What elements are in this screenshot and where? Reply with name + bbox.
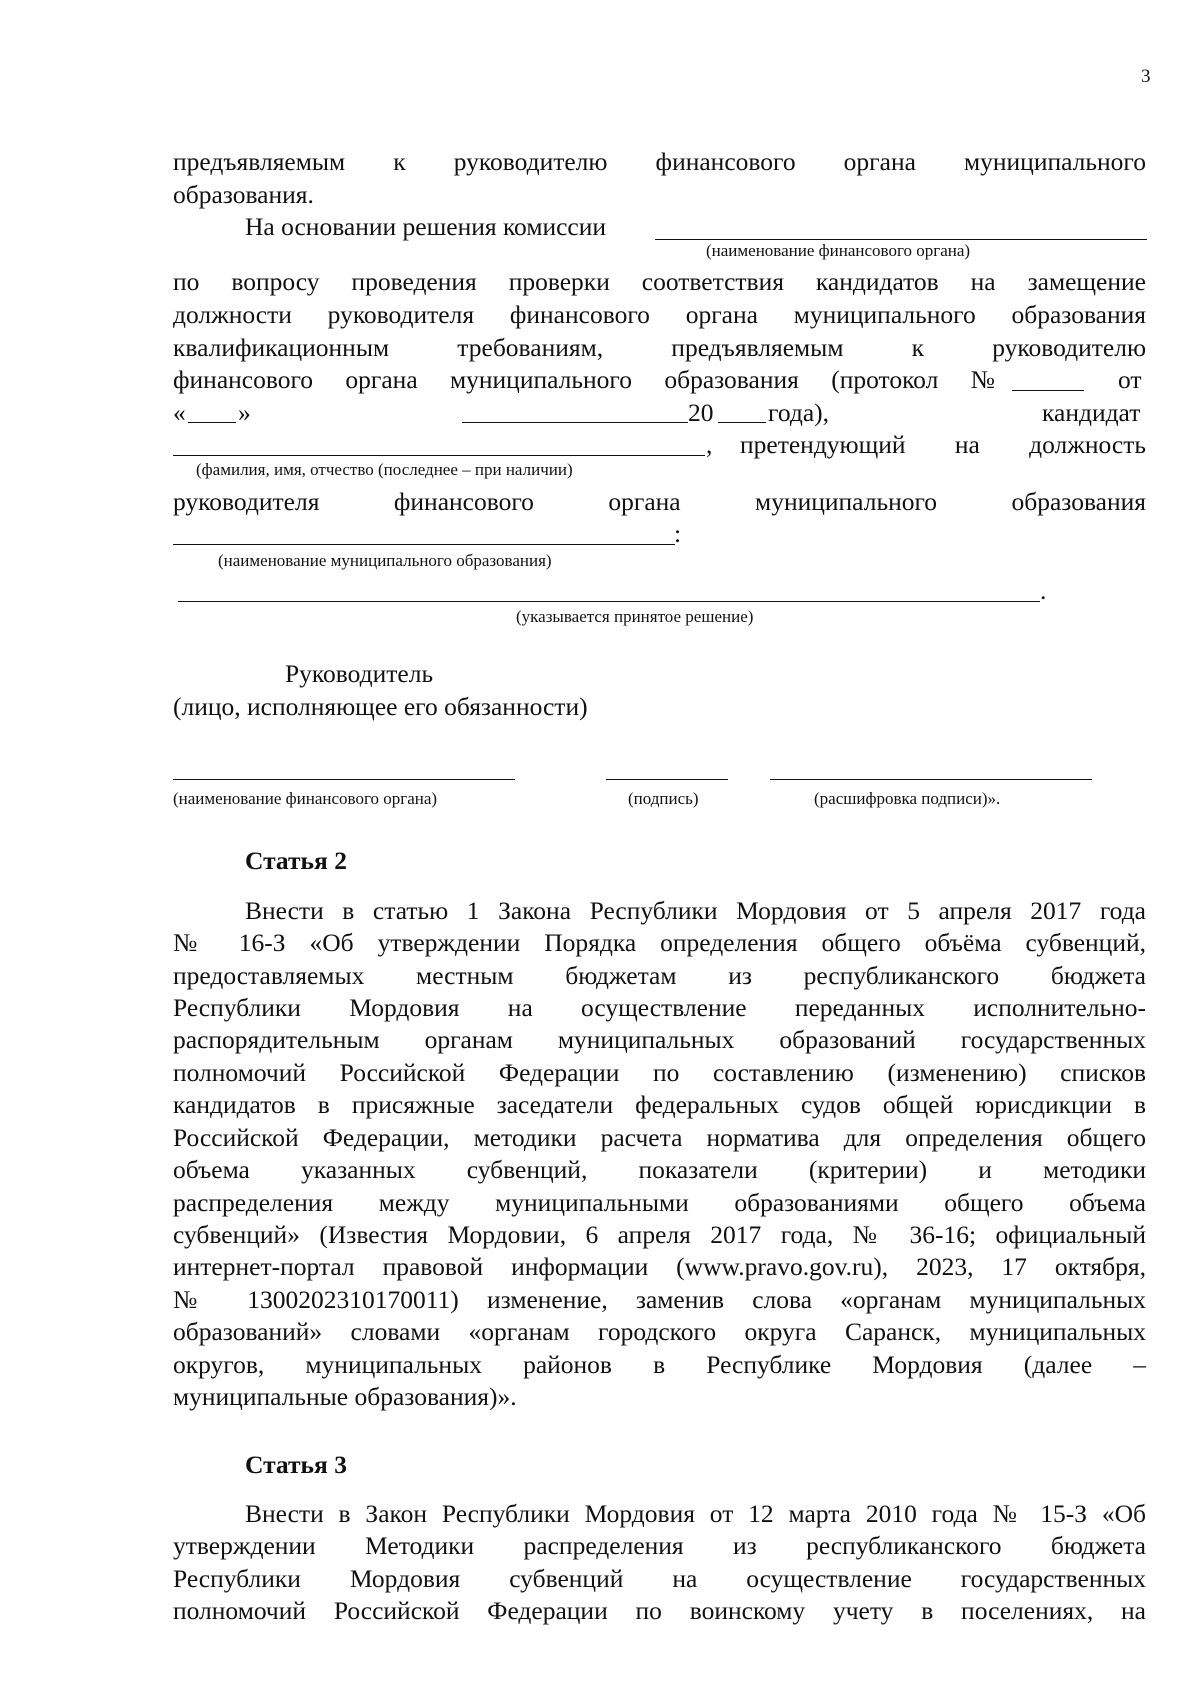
caption-sign: (подпись)	[628, 789, 699, 808]
paragraph-line: образований» словами «органам городского округа Саранск, муниципальных	[173, 1317, 1146, 1346]
text-fragment: от	[1118, 365, 1142, 394]
blank-mo	[173, 544, 675, 545]
paragraph-line: № 1300202310170011) изменение, заменив слова «органам муниципальных	[173, 1285, 1146, 1314]
paragraph-line: Внести в Закон Республики Мордовия от 12 марта 2010 года № 15-З «Об	[245, 1499, 1146, 1528]
caption-sign-organ: (наименование финансового органа)	[173, 789, 438, 808]
paragraph-line: субвенций» (Известия Мордовии, 6 апреля 2017 года, № 36-16; официальный	[173, 1220, 1146, 1249]
text-fragment: претендующий на должность	[740, 430, 1146, 459]
caption-decision: (указывается принятое решение)	[516, 607, 754, 626]
paragraph-line: муниципальные образования)».	[173, 1382, 517, 1411]
paragraph-line: Республики Мордовия на осуществление переданных исполнительно-	[173, 993, 1146, 1022]
text-line: квалификационным требованиям, предъявляемым к руководителю	[173, 333, 1146, 362]
text-line: по вопросу проведения проверки соответствия кандидатов на замещение	[173, 267, 1146, 296]
caption-mo: (наименование муниципального образования)	[218, 551, 552, 570]
text-fragment: кандидат	[1042, 398, 1141, 427]
paragraph-line: кандидатов в присяжные заседатели федеральных судов общей юрисдикции в	[173, 1090, 1146, 1119]
text-line: руководителя финансового органа муниципального образования	[173, 487, 1146, 516]
paragraph-line: Республики Мордовия субвенций на осуществление государственных	[173, 1564, 1146, 1593]
blank-year	[718, 422, 766, 423]
blank-fio	[173, 455, 705, 456]
caption-fio: (фамилия, имя, отчество (последнее – при наличии)	[196, 460, 573, 479]
paragraph-line: № 16-З «Об утверждении Порядка определения общего объёма субвенций,	[173, 928, 1146, 957]
caption-sign-decode: (расшифровка подписи)».	[814, 789, 1001, 808]
blank-decision	[178, 601, 1040, 602]
paragraph-line: округов, муниципальных районов в Республике Мордовия (далее –	[173, 1350, 1146, 1379]
paragraph-line: утверждении Методики распределения из республиканского бюджета	[173, 1531, 1146, 1560]
text-fragment: .	[1040, 576, 1047, 605]
text-fragment: »	[238, 398, 251, 427]
text-line: финансового органа муниципального образования (протокол №	[173, 365, 995, 394]
text-fragment: 20	[688, 398, 714, 427]
blank-sign-decode	[770, 779, 1092, 780]
signature-title: Руководитель	[285, 659, 434, 688]
signature-subtitle: (лицо, исполняющее его обязанности)	[173, 692, 588, 721]
article-3-heading: Статья 3	[245, 1450, 347, 1479]
blank-sign-organ	[173, 779, 515, 780]
paragraph-line: объема указанных субвенций, показатели (критерии) и методики	[173, 1155, 1146, 1184]
page-number: 3	[1141, 66, 1151, 87]
caption-fin-organ: (наименование финансового органа)	[706, 241, 971, 260]
text-fragment: :	[674, 519, 682, 548]
paragraph-line: предоставляемых местным бюджетам из республиканского бюджета	[173, 961, 1146, 990]
text-fragment: ,	[706, 430, 713, 459]
paragraph-line: распределения между муниципальными образованиями общего объема	[173, 1188, 1146, 1217]
paragraph-line: распорядительным органам муниципальных образований государственных	[173, 1025, 1146, 1054]
blank-line-fin-organ	[655, 239, 1147, 240]
paragraph-line: полномочий Российской Федерации по воинскому учету в поселениях, на	[173, 1596, 1146, 1625]
blank-protocol-number	[1012, 390, 1084, 391]
text-fragment: года),	[768, 398, 829, 427]
blank-sign	[606, 779, 728, 780]
text-line: предъявляемым к руководителю финансового органа муниципального	[173, 147, 1146, 176]
blank-month	[462, 422, 688, 423]
text-line: должности руководителя финансового органа муниципального образования	[173, 300, 1146, 329]
paragraph-line: Российской Федерации, методики расчета норматива для определения общего	[173, 1123, 1146, 1152]
text-fragment: «	[173, 398, 186, 427]
paragraph-line: полномочий Российской Федерации по составлению (изменению) списков	[173, 1058, 1146, 1087]
blank-day	[188, 422, 236, 423]
text-line: образования.	[173, 180, 314, 209]
paragraph-line: Внести в статью 1 Закона Республики Мордовия от 5 апреля 2017 года	[245, 896, 1146, 925]
article-2-heading: Статья 2	[245, 846, 347, 875]
paragraph-line: интернет-портал правовой информации (www.pravo.gov.ru), 2023, 17 октября,	[173, 1252, 1146, 1281]
text-line: На основании решения комиссии	[245, 212, 607, 241]
